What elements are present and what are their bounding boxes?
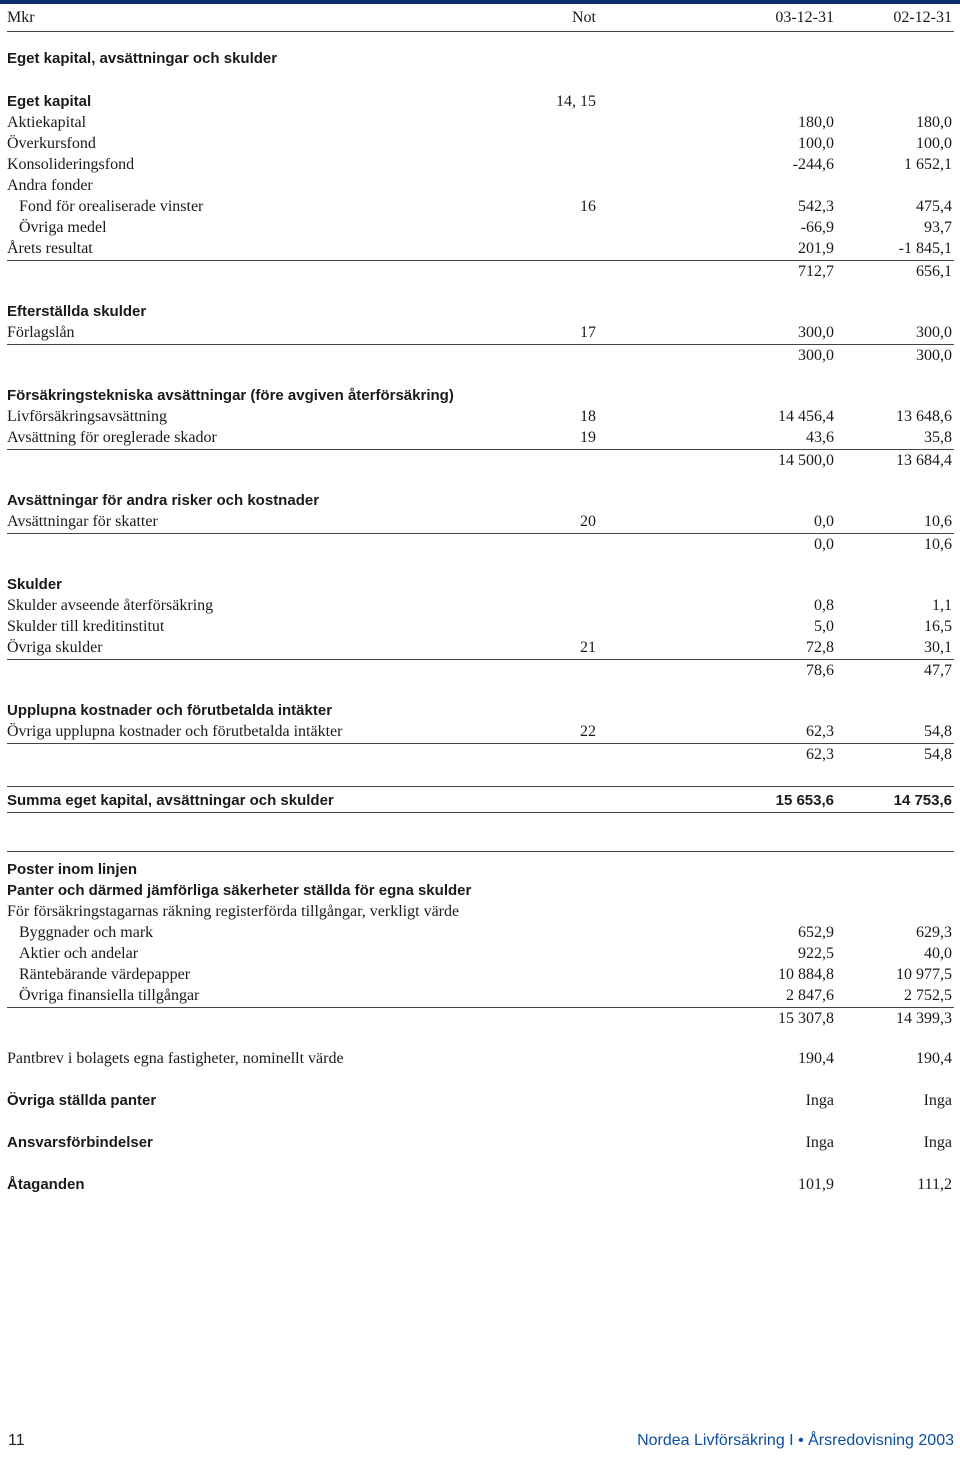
row-not: 16 (580, 198, 596, 215)
accrued-heading (7, 701, 954, 721)
grand-total-top-rule (7, 786, 954, 787)
row-value-2002: Inga (923, 1092, 952, 1109)
row-value-2002: 629,3 (916, 924, 952, 941)
memo-intro (7, 902, 954, 922)
table-row (7, 239, 954, 259)
memo-heading-text: Poster inom linjen (7, 861, 138, 878)
row-label: Förlagslån (7, 324, 75, 341)
table-row (7, 596, 954, 616)
table-row (7, 965, 954, 985)
row-label: Livförsäkringsavsättning (7, 408, 167, 425)
subtotal-2003: 300,0 (798, 347, 834, 364)
table-row (7, 323, 954, 343)
subordinated-heading-text: Efterställda skulder (7, 303, 147, 320)
subtotal-rule (7, 260, 954, 261)
subtotal-rule (7, 743, 954, 744)
row-label: Avsättningar för skatter (7, 513, 158, 530)
row-label: Byggnader och mark (19, 924, 154, 941)
technical-heading-text: Försäkringstekniska avsättningar (före avgiven återförsäkring) (7, 387, 454, 404)
row-not: 18 (580, 408, 596, 425)
row-value-2003: 5,0 (814, 618, 834, 635)
row-label: Aktier och andelar (19, 945, 139, 962)
table-row (7, 218, 954, 238)
subtotal-rule (7, 533, 954, 534)
section-title (7, 49, 954, 69)
row-value-2002: 475,4 (916, 198, 952, 215)
subtotal-2002: 10,6 (924, 536, 952, 553)
row-label: Övriga finansiella tillgångar (19, 987, 200, 1004)
subtotal-row (7, 451, 954, 471)
liabilities-heading-text: Skulder (7, 576, 63, 593)
row-label: Övriga medel (19, 219, 107, 236)
subtotal-2003: 14 500,0 (778, 452, 834, 469)
row-value-2002: 40,0 (924, 945, 952, 962)
table-row (7, 155, 954, 175)
row-value-2003: 10 884,8 (778, 966, 834, 983)
header-col2: 02-12-31 (893, 9, 952, 26)
row-value-2002: 13 648,6 (896, 408, 952, 425)
row-value-2003: 190,4 (798, 1050, 834, 1067)
pantbrev-row (7, 1049, 954, 1069)
subtotal-row (7, 535, 954, 555)
grand-total-2003: 15 653,6 (775, 792, 834, 809)
row-not: 17 (580, 324, 596, 341)
row-value-2003: 542,3 (798, 198, 834, 215)
row-value-2003: 201,9 (798, 240, 834, 257)
row-not: 21 (580, 639, 596, 656)
row-label: Avsättning för oreglerade skador (7, 429, 217, 446)
grand-total-bottom-rule (7, 812, 954, 813)
subtotal-2002: 300,0 (916, 347, 952, 364)
table-row (7, 923, 954, 943)
subtotal-row (7, 1009, 954, 1029)
row-value-2002: 35,8 (924, 429, 952, 446)
liabilities-heading (7, 575, 954, 595)
subtotal-rule (7, 344, 954, 345)
header-not: Not (572, 9, 596, 26)
subtotal-rule (7, 1007, 954, 1008)
other-pledged-row (7, 1091, 954, 1111)
subtotal-2003: 15 307,8 (778, 1010, 834, 1027)
table-row (7, 134, 954, 154)
row-value-2002: -1 845,1 (898, 240, 952, 257)
commitments-row (7, 1175, 954, 1195)
row-label: Fond för orealiserade vinster (19, 198, 204, 215)
subtotal-2002: 47,7 (924, 662, 952, 679)
subtotal-row (7, 262, 954, 282)
table-row (7, 617, 954, 637)
section-title-text: Eget kapital, avsättningar och skulder (7, 50, 278, 67)
row-label: Räntebärande värdepapper (19, 966, 191, 983)
row-value-2003: -66,9 (800, 219, 834, 236)
table-row (7, 407, 954, 427)
row-value-2003: 922,5 (798, 945, 834, 962)
table-row (7, 638, 954, 658)
row-not: 19 (580, 429, 596, 446)
subtotal-2002: 54,8 (924, 746, 952, 763)
table-row (7, 512, 954, 532)
top-bar (0, 0, 960, 4)
row-value-2003: 0,0 (814, 513, 834, 530)
table-row (7, 197, 954, 217)
grand-total-label: Summa eget kapital, avsättningar och skulder (7, 792, 334, 809)
subtotal-2003: 0,0 (814, 536, 834, 553)
row-label: Årets resultat (7, 240, 93, 257)
row-value-2002: 93,7 (924, 219, 952, 236)
subtotal-row (7, 346, 954, 366)
row-label: Pantbrev i bolagets egna fastigheter, nominellt värde (7, 1050, 344, 1067)
provisions-heading (7, 491, 954, 511)
row-value-2003: 14 456,4 (778, 408, 834, 425)
row-value-2003: 43,6 (806, 429, 834, 446)
row-value-2003: 652,9 (798, 924, 834, 941)
table-row (7, 113, 954, 133)
row-value-2003: -244,6 (792, 156, 834, 173)
header-label: Mkr (7, 9, 35, 26)
subordinated-heading (7, 302, 954, 322)
footer-report: Årsredovisning 2003 (808, 1432, 954, 1449)
row-label: Skulder avseende återförsäkring (7, 597, 214, 614)
row-value-2003: Inga (805, 1134, 834, 1151)
row-label: Övriga ställda panter (7, 1092, 157, 1109)
table-row (7, 722, 954, 742)
row-value-2002: 100,0 (916, 135, 952, 152)
row-not: 22 (580, 723, 596, 740)
grand-total-row (7, 791, 954, 811)
grand-total-2002: 14 753,6 (893, 792, 952, 809)
equity-heading-not: 14, 15 (556, 93, 596, 110)
subtotal-2002: 14 399,3 (896, 1010, 952, 1027)
row-value-2002: 300,0 (916, 324, 952, 341)
row-value-2003: 0,8 (814, 597, 834, 614)
row-label: Andra fonder (7, 177, 93, 194)
row-value-2002: Inga (923, 1134, 952, 1151)
accrued-heading-text: Upplupna kostnader och förutbetalda intäkter (7, 702, 333, 719)
header-col1: 03-12-31 (775, 9, 834, 26)
row-value-2002: 2 752,5 (904, 987, 952, 1004)
row-not: 20 (580, 513, 596, 530)
row-value-2002: 10 977,5 (896, 966, 952, 983)
footer-company: Nordea Livförsäkring I (637, 1432, 794, 1449)
technical-heading (7, 386, 954, 406)
row-label: Ansvarsförbindelser (7, 1134, 153, 1151)
table-row (7, 428, 954, 448)
row-value-2002: 1 652,1 (904, 156, 952, 173)
row-label: Aktiekapital (7, 114, 87, 131)
table-row (7, 986, 954, 1006)
row-label: Skulder till kreditinstitut (7, 618, 165, 635)
table-row (7, 176, 954, 196)
row-label: Övriga upplupna kostnader och förutbetalda intäkter (7, 723, 343, 740)
table-row (7, 944, 954, 964)
subtotal-2002: 656,1 (916, 263, 952, 280)
row-value-2003: 62,3 (806, 723, 834, 740)
memo-subheading-text: Panter och därmed jämförliga säkerheter ställda för egna skulder (7, 882, 472, 899)
row-value-2003: 101,9 (798, 1176, 834, 1193)
row-value-2003: 300,0 (798, 324, 834, 341)
equity-heading (7, 92, 954, 112)
subtotal-2003: 78,6 (806, 662, 834, 679)
subtotal-rule (7, 449, 954, 450)
row-value-2002: 180,0 (916, 114, 952, 131)
subtotal-row (7, 745, 954, 765)
subtotal-row (7, 661, 954, 681)
footer-bullet: • (798, 1432, 804, 1449)
row-label: Övriga skulder (7, 639, 103, 656)
row-label: Konsolideringsfond (7, 156, 135, 173)
row-value-2003: 72,8 (806, 639, 834, 656)
header-rule (7, 31, 954, 32)
row-value-2003: Inga (805, 1092, 834, 1109)
row-value-2002: 111,2 (917, 1176, 952, 1193)
row-value-2002: 16,5 (924, 618, 952, 635)
page-number: 11 (8, 1432, 25, 1449)
footer-publication (637, 1432, 954, 1450)
row-value-2002: 30,1 (924, 639, 952, 656)
subtotal-2002: 13 684,4 (896, 452, 952, 469)
row-label: Överkursfond (7, 135, 96, 152)
subtotal-rule (7, 659, 954, 660)
row-value-2002: 1,1 (932, 597, 952, 614)
row-label: Åtaganden (7, 1176, 85, 1193)
row-value-2003: 100,0 (798, 135, 834, 152)
row-value-2003: 180,0 (798, 114, 834, 131)
row-value-2002: 10,6 (924, 513, 952, 530)
memo-subheading (7, 881, 954, 901)
equity-heading-text: Eget kapital (7, 93, 92, 110)
memo-heading (7, 860, 954, 880)
contingent-row (7, 1133, 954, 1153)
memo-top-rule (7, 851, 954, 852)
provisions-heading-text: Avsättningar för andra risker och kostnader (7, 492, 320, 509)
table-header (7, 8, 954, 28)
subtotal-2003: 62,3 (806, 746, 834, 763)
subtotal-2003: 712,7 (798, 263, 834, 280)
memo-intro-text: För försäkringstagarnas räkning registerförda tillgångar, verkligt värde (7, 903, 460, 920)
row-value-2003: 2 847,6 (786, 987, 834, 1004)
row-value-2002: 54,8 (924, 723, 952, 740)
row-value-2002: 190,4 (916, 1050, 952, 1067)
